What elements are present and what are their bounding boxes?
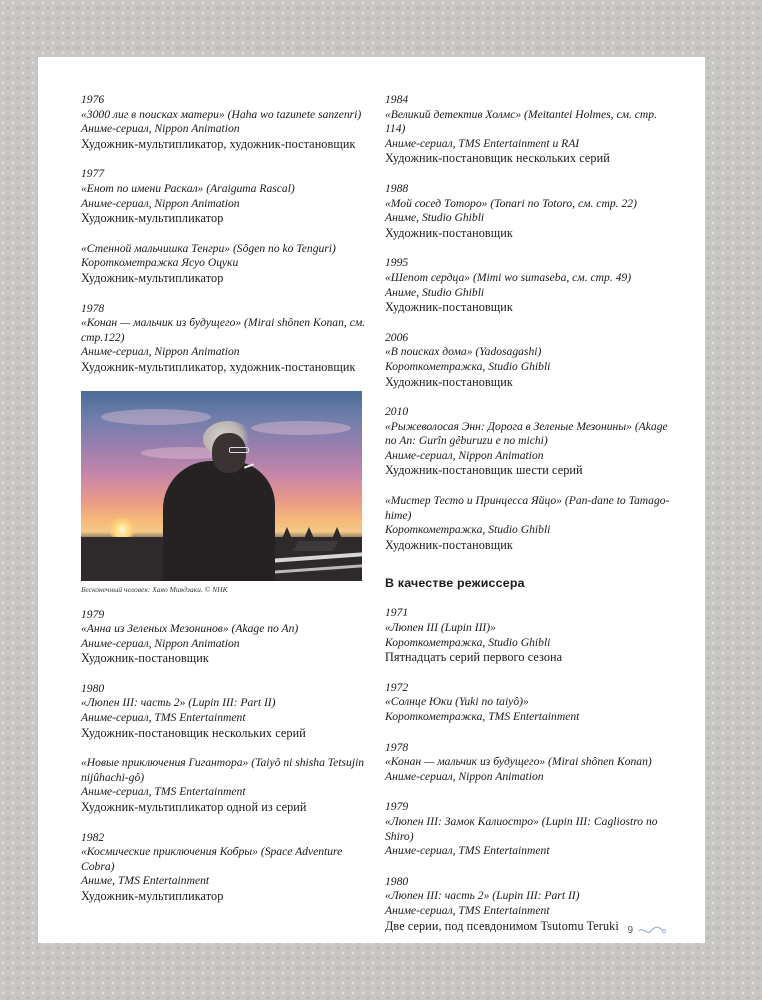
filmography-entry: [385, 331, 670, 389]
filmography-entry: [385, 681, 670, 725]
entry-year: 1971: [385, 606, 409, 620]
entry-title: «Рыжеволосая Энн: Дорога в Зеленые Мезонины» (Akage no An: Gurîn gêburuzu e no michi): [385, 419, 668, 448]
entry-type: Аниме-сериал, Nippon Animation: [385, 448, 544, 462]
page: [38, 57, 705, 943]
entry-title: «Люпен III (Lupin III)»: [385, 621, 496, 635]
filmography-entry: [385, 256, 670, 314]
entry-title: «Мой сосед Тоторо» (Tonari no Totoro, см. стр. 22): [385, 196, 637, 210]
person-silhouette: [163, 461, 275, 581]
entry-type: Аниме-сериал, TMS Entertainment и RAI: [385, 136, 580, 150]
entry-role: Художник-мультипликатор, художник-постановщик: [81, 136, 356, 151]
entry-title: «Новые приключения Гигантора» (Taiyô ni shisha Tetsujin nijûhachi-gô): [81, 756, 365, 784]
entry-role: Художник-мультипликатор одной из серий: [81, 800, 307, 815]
entry-type: Аниме-сериал, Nippon Animation: [81, 122, 240, 136]
filmography-entry: [81, 302, 366, 375]
entry-year: 1979: [81, 607, 105, 621]
entry-type: Короткометражка, Studio Ghibli: [385, 359, 551, 373]
filmography-entry: [81, 167, 366, 225]
entry-role: Художник-мультипликатор: [81, 270, 224, 285]
entry-role: Две серии, под псевдонимом Tsutomu Teruki: [385, 918, 619, 933]
entry-year: 1980: [81, 681, 105, 695]
entries-top: [81, 93, 366, 375]
entry-title: «Космические приключения Кобры» (Space Adventure Cobra): [81, 845, 343, 873]
entry-role: Художник-мультипликатор: [81, 211, 224, 226]
entry-type: Аниме, TMS Entertainment: [81, 874, 210, 888]
filmography-entry: [385, 182, 670, 240]
entry-type: Короткометражка, Studio Ghibli: [385, 635, 551, 649]
entry-role: Художник-постановщик: [385, 374, 513, 389]
entry-title: «Шепот сердца» (Mimi wo sumaseba, см. стр. 49): [385, 270, 632, 284]
entry-type: Аниме, Studio Ghibli: [385, 285, 485, 299]
entry-type: Аниме-сериал, Nippon Animation: [81, 196, 240, 210]
entry-year: 1972: [385, 680, 409, 694]
entry-role: Художник-постановщик: [385, 300, 513, 315]
entry-year: 1979: [385, 800, 409, 814]
entry-title: «Мистер Тесто и Принцесса Яйцо» (Pan-dane to Tamago-hime): [385, 494, 670, 522]
entry-role: Художник-мультипликатор: [81, 889, 224, 903]
entry-role: Художник-мультипликатор, художник-постановщик: [81, 359, 356, 374]
entry-role: Художник-постановщик: [385, 225, 513, 240]
entry-year: 2010: [385, 405, 409, 419]
entry-type: Аниме-сериал, Nippon Animation: [81, 636, 240, 650]
filmography-entry: [81, 682, 366, 740]
entry-type: Аниме-сериал, TMS Entertainment: [81, 711, 246, 725]
entry-type: Аниме-сериал, Nippon Animation: [81, 345, 240, 359]
filmography-entry: [81, 756, 366, 814]
photo-miyazaki-sunset: [81, 391, 362, 581]
entry-type: Аниме-сериал, TMS Entertainment: [385, 903, 550, 917]
entry-year: 1995: [385, 256, 409, 270]
filmography-entry: [385, 405, 670, 478]
entry-role: Художник-постановщик: [81, 651, 209, 666]
entry-year: 1988: [385, 181, 409, 195]
entry-title: «Солнце Юки (Yuki no taiyô)»: [385, 695, 529, 709]
entry-title: «Стенной мальчишка Тенгри» (Sôgen no ko Tenguri): [81, 241, 336, 255]
entry-year: 1984: [385, 93, 409, 106]
entries-bottom: [81, 608, 366, 904]
entry-year: 1982: [81, 830, 105, 844]
entry-role: Художник-постановщик нескольких серий: [385, 151, 610, 166]
entries-top: [385, 93, 670, 552]
entry-type: Короткометражка, Studio Ghibli: [385, 523, 551, 537]
entry-title: «Люпен III: часть 2» (Lupin III: Part II): [81, 696, 276, 710]
entry-role: Художник-постановщик: [385, 537, 513, 552]
left-column: [81, 93, 366, 920]
entry-role: Художник-постановщик шести серий: [385, 463, 583, 478]
filmography-entry: [81, 831, 366, 904]
entry-title: «В поисках дома» (Yadosagashi): [385, 345, 542, 359]
entry-year: 1980: [385, 874, 409, 888]
entry-title: «Енот по имени Раскал» (Araiguma Rascal): [81, 181, 295, 195]
filmography-entry: [81, 608, 366, 666]
entry-role: Пятнадцать серий первого сезона: [385, 650, 563, 665]
entry-type: Аниме-сериал, Nippon Animation: [385, 769, 544, 783]
entry-title: «Люпен III: Замок Калиостро» (Lupin III: Cagliostro no Shiro): [385, 814, 658, 843]
entry-title: «3000 лиг в поисках матери» (Haha wo tazunete sanzenri): [81, 107, 362, 121]
entry-title: «Люпен III: часть 2» (Lupin III: Part II): [385, 889, 580, 903]
entry-type: Короткометражка, TMS Entertainment: [385, 710, 580, 723]
right-column: [385, 93, 670, 949]
swirl-ornament-icon: [637, 926, 667, 936]
entry-type: Аниме-сериал, TMS Entertainment: [81, 785, 246, 799]
page-number: 9: [627, 925, 633, 936]
entries-bottom: [385, 606, 670, 933]
filmography-entry: [81, 93, 366, 151]
filmography-entry: [385, 606, 670, 664]
section-heading-director: В качестве режиссера: [385, 576, 525, 591]
filmography-entry: [385, 741, 670, 785]
entry-year: 1976: [81, 93, 105, 106]
entry-title: «Конан — мальчик из будущего» (Mirai shônen Konan, см. стр.122): [81, 316, 366, 344]
entry-title: «Анна из Зеленых Мезонинов» (Akage no An): [81, 622, 299, 636]
entry-year: 1977: [81, 167, 105, 181]
filmography-entry: [385, 93, 670, 166]
entry-year: 2006: [385, 330, 409, 344]
photo-caption: Бесконечный человек: Хаяо Миядзаки. © NHK: [81, 584, 228, 594]
entry-year: 1978: [385, 740, 409, 754]
entry-type: Аниме, Studio Ghibli: [385, 211, 485, 225]
entry-title: «Великий детектив Холмс» (Meitantei Holmes, см. стр. 114): [385, 107, 658, 136]
entry-type: Короткометражка Ясуо Оцуки: [81, 256, 239, 270]
filmography-entry: [81, 242, 366, 286]
entry-title: «Конан — мальчик из будущего» (Mirai shônen Konan): [385, 755, 652, 769]
entry-type: Аниме-сериал, TMS Entertainment: [385, 844, 550, 858]
filmography-entry: [385, 800, 670, 858]
entry-year: 1978: [81, 301, 105, 315]
filmography-entry: [385, 494, 670, 552]
page-number-footer: [627, 925, 667, 936]
entry-role: Художник-постановщик нескольких серий: [81, 725, 306, 740]
